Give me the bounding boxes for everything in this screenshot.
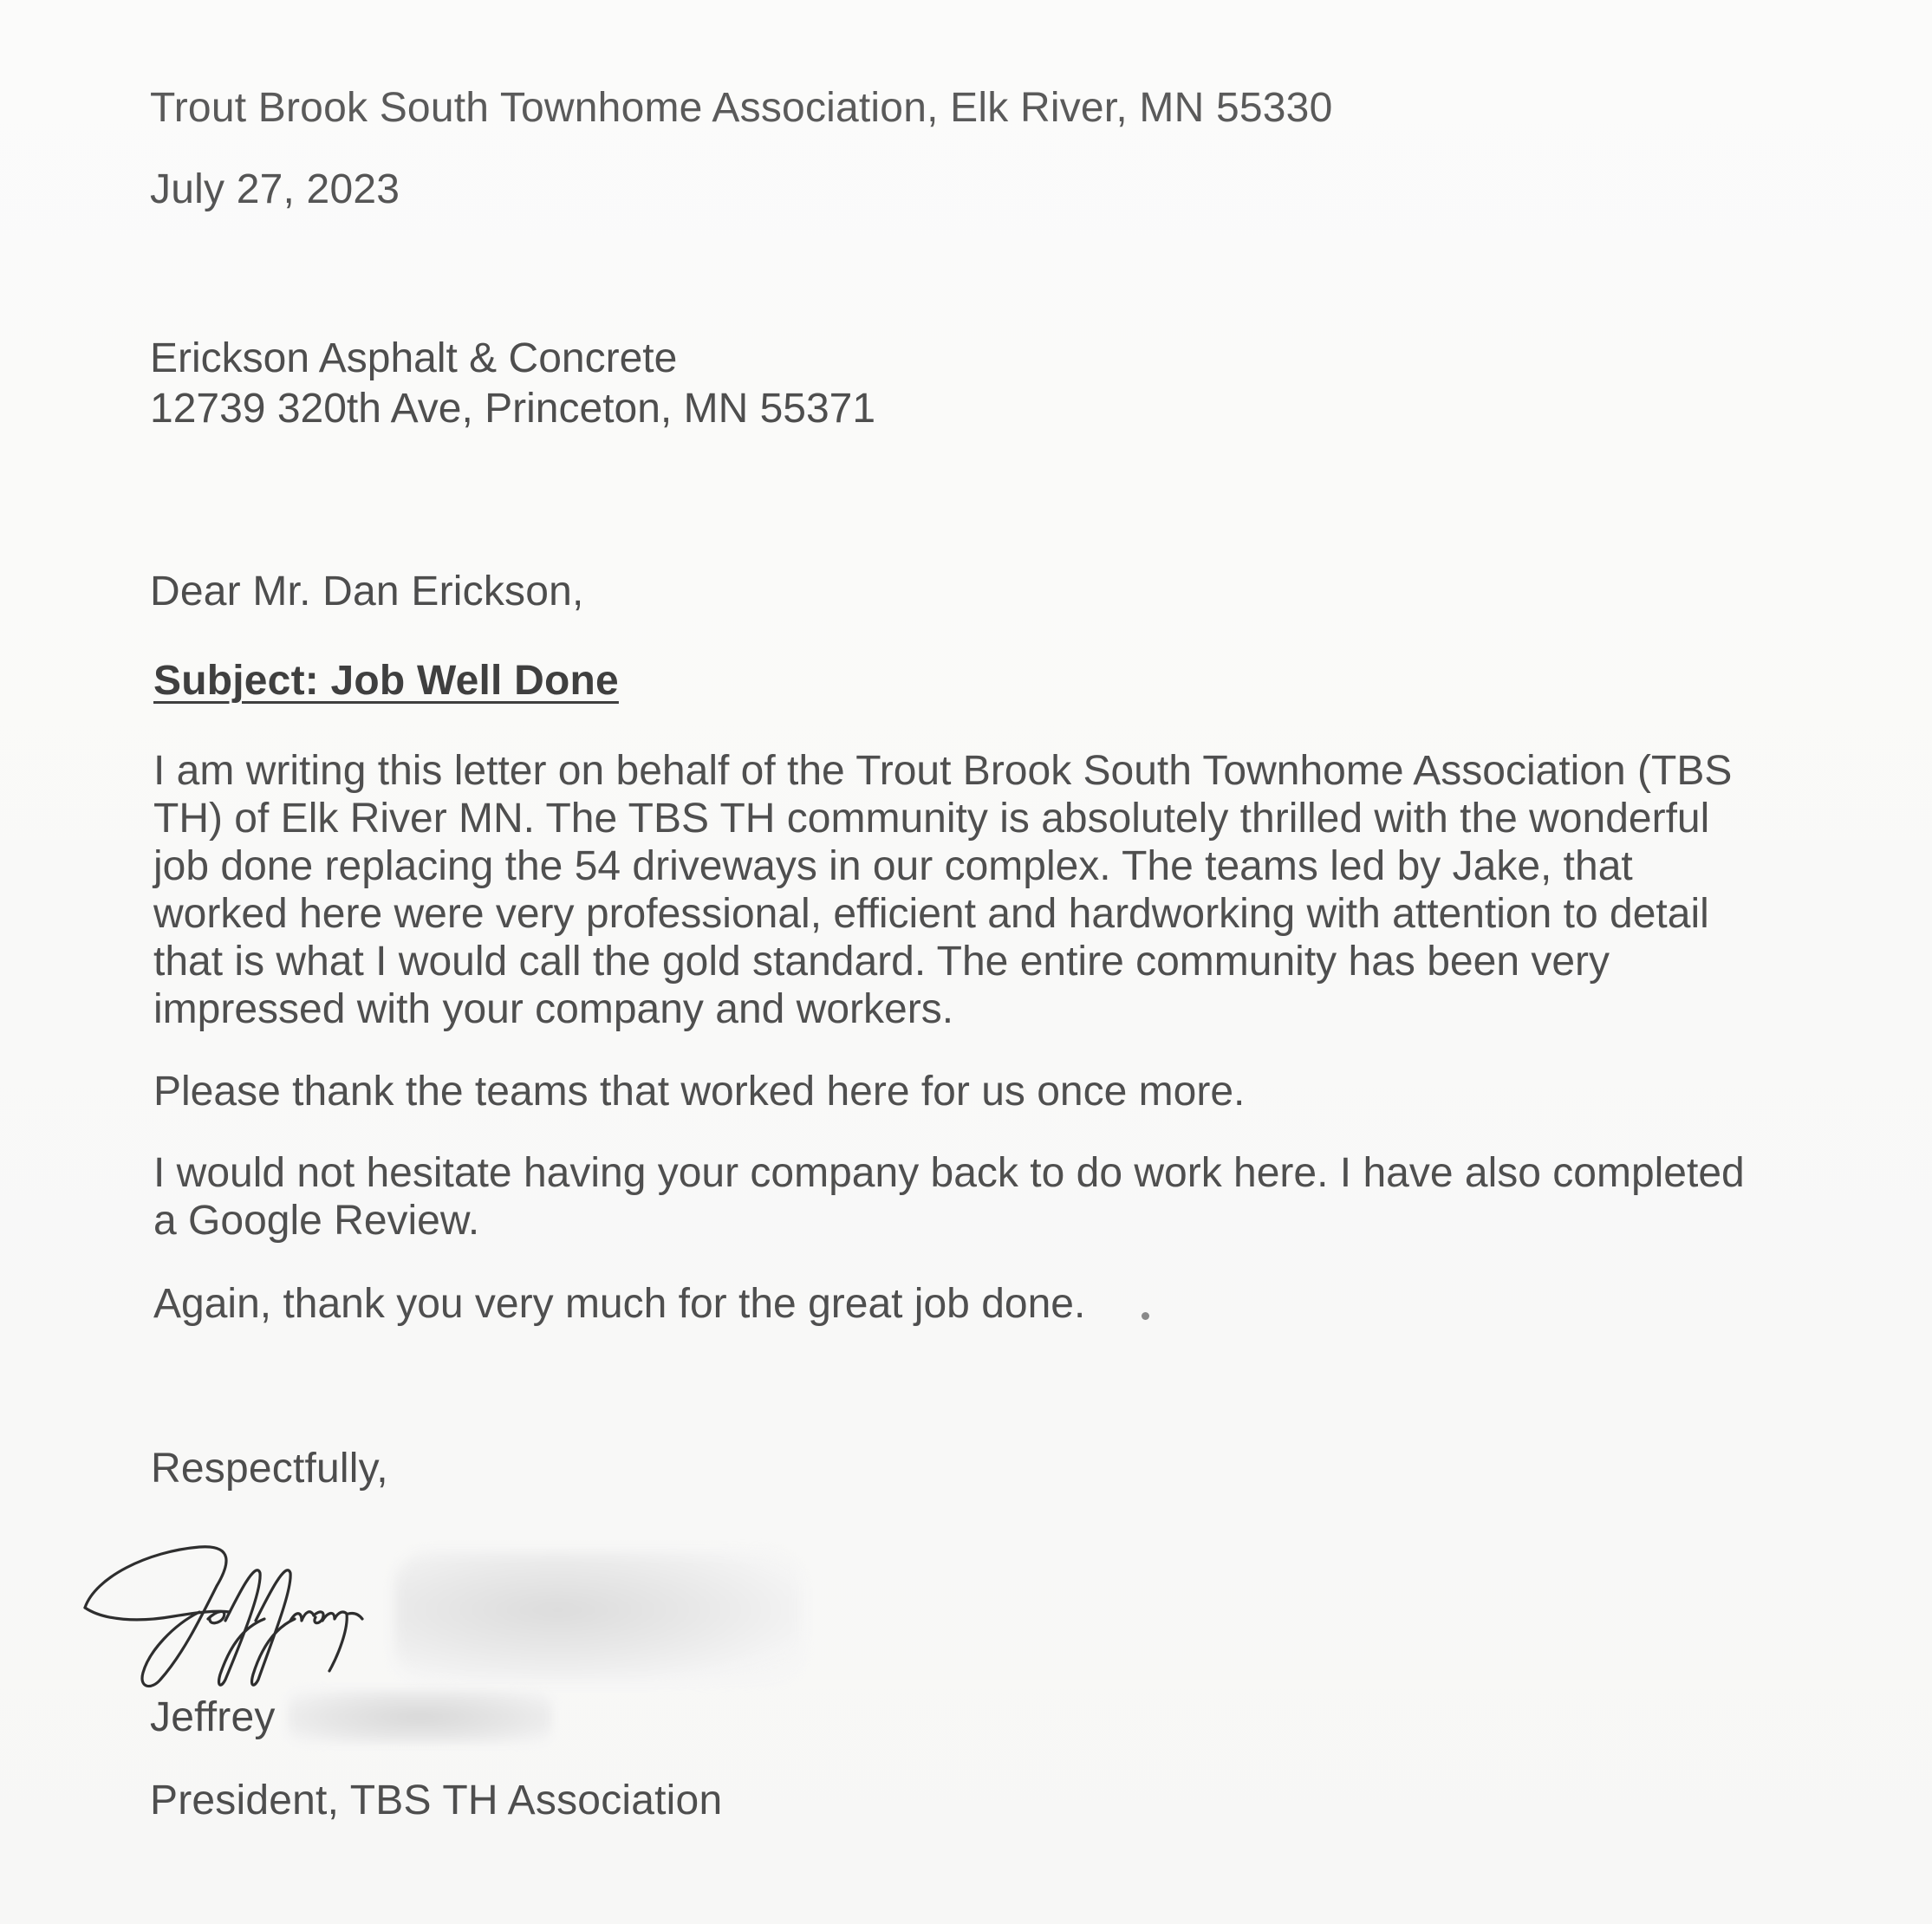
body-paragraph-3 [153, 1149, 1774, 1245]
paragraph-2-line: Please thank the teams that worked here for us once more. [153, 1069, 1246, 1115]
signer-first-name: Jeffrey [150, 1694, 276, 1740]
body-paragraph-1 [153, 747, 1774, 1033]
paragraph-1-line: that is what I would call the gold standard. The entire community has been very [153, 939, 1610, 985]
recipient-address: 12739 320th Ave, Princeton, MN 55371 [150, 386, 876, 432]
paragraph-1-line: job done replacing the 54 driveways in our complex. The teams led by Jake, that [153, 843, 1633, 889]
paragraph-1-line: I am writing this letter on behalf of the Trout Brook South Townhome Association (TBS [153, 748, 1733, 794]
redacted-last-name-blur [288, 1690, 552, 1744]
letter-date: July 27, 2023 [150, 166, 400, 212]
handwritten-signature [78, 1525, 425, 1690]
paragraph-1-line: TH) of Elk River MN. The TBS TH community is absolutely thrilled with the wonderful [153, 796, 1710, 842]
body-paragraph-2 [153, 1068, 1774, 1115]
paragraph-1-line: worked here were very professional, efficient and hardworking with attention to detail [153, 891, 1709, 937]
paragraph-3-line: I would not hesitate having your company back to do work here. I have also completed [153, 1150, 1745, 1196]
paragraph-3-line: a Google Review. [153, 1198, 480, 1244]
sender-line: Trout Brook South Townhome Association, Elk River, MN 55330 [150, 85, 1333, 131]
redacted-signature-blur [394, 1551, 802, 1681]
body-paragraph-4 [153, 1280, 1774, 1328]
paragraph-1-line: impressed with your company and workers. [153, 986, 954, 1032]
subject-line: Subject: Job Well Done [153, 658, 619, 704]
closing: Respectfully, [151, 1446, 388, 1492]
recipient-block [150, 334, 875, 434]
paragraph-4-line: Again, thank you very much for the great job done. [153, 1281, 1086, 1327]
stray-mark [1142, 1312, 1149, 1320]
salutation: Dear Mr. Dan Erickson, [150, 569, 584, 614]
signer-title: President, TBS TH Association [150, 1778, 723, 1823]
recipient-company: Erickson Asphalt & Concrete [150, 335, 678, 381]
